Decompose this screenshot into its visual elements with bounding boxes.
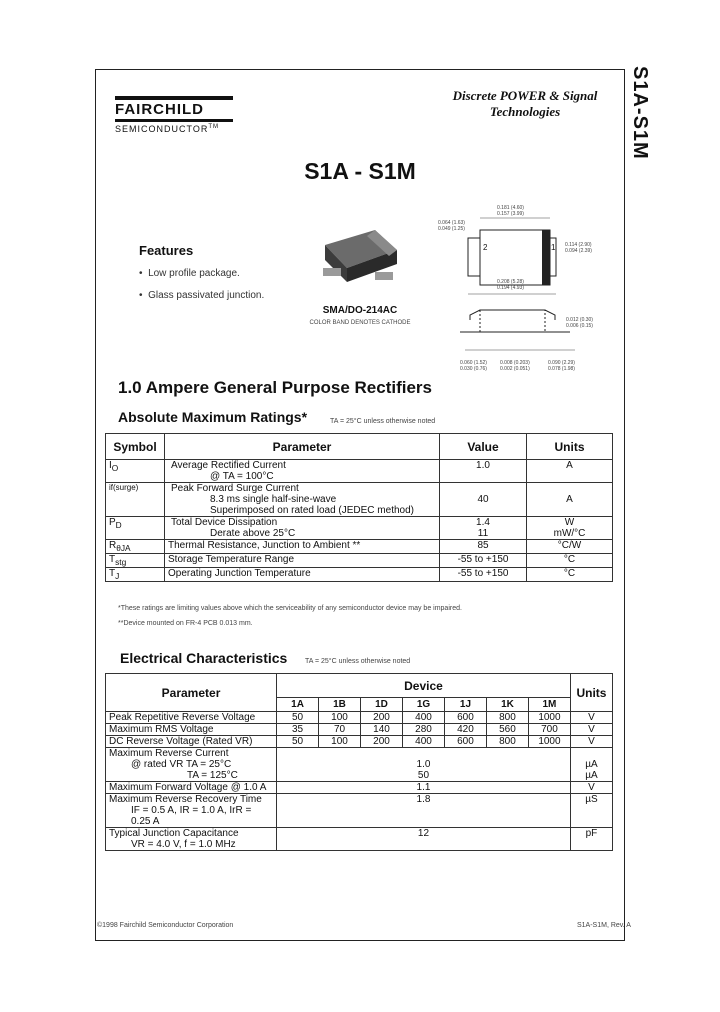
dim-value: 0.049 (1.25)	[438, 226, 465, 232]
units-cell: V	[570, 736, 612, 748]
dim-foot-mid	[500, 360, 530, 372]
value-cell: 12	[277, 828, 571, 851]
feature-text: Glass passivated junction.	[148, 290, 265, 301]
dim-value: 0.114 (2.90)	[565, 242, 592, 248]
value-cell: 1.1	[277, 782, 571, 794]
value-line: 50	[417, 770, 430, 781]
footnote-1: *These ratings are limiting values above which the serviceability of any semiconductor device may be impaired.	[118, 605, 462, 612]
param-cell: Storage Temperature Range	[165, 554, 440, 568]
table-header-row	[106, 674, 613, 698]
symbol-cell: $T_J$	[106, 568, 165, 582]
col-header-units: Units	[570, 674, 612, 712]
device-header: 1D	[361, 698, 403, 712]
dim-value: 0.157 (3.99)	[497, 211, 524, 217]
param-line: TA = 125°C	[187, 770, 238, 781]
col-header: Parameter	[165, 434, 440, 460]
value-cell: 100	[319, 736, 361, 748]
value-cell: 50	[277, 712, 319, 724]
table-row	[106, 517, 613, 540]
logo-name: FAIRCHILD	[115, 101, 204, 118]
table-row	[106, 554, 613, 568]
param-cell	[165, 517, 440, 540]
units-line: µA	[585, 770, 598, 781]
param-line: @ TA = 100°C	[210, 471, 274, 482]
tagline	[440, 88, 610, 120]
value-cell: 85	[440, 540, 527, 554]
units-line: W	[564, 517, 575, 528]
param-line: Typical Junction Capacitance	[109, 828, 239, 839]
col-header-parameter: Parameter	[106, 674, 277, 712]
units-cell: pF	[570, 828, 612, 851]
table-row	[106, 736, 613, 748]
tagline-line2: Technologies	[489, 104, 561, 119]
param-cell	[165, 483, 440, 517]
units-cell: A	[527, 460, 613, 483]
page-title: S1A - S1M	[304, 158, 416, 184]
col-header: Value	[440, 434, 527, 460]
units-cell	[527, 517, 613, 540]
tagline-line1: Discrete POWER & Signal	[452, 88, 598, 103]
dim-value: 0.181 (4.60)	[497, 205, 524, 211]
elec-title: Electrical Characteristics	[120, 650, 288, 666]
dim-value: 0.060 (1.52)	[460, 360, 487, 366]
units-line: mW/°C	[553, 528, 586, 539]
table-row	[106, 568, 613, 582]
value-cell	[440, 517, 527, 540]
device-header: 1G	[403, 698, 445, 712]
units-cell: °C	[527, 554, 613, 568]
symbol-cell: $I_O$	[106, 460, 165, 483]
table-row	[106, 483, 613, 517]
device-header: 1K	[486, 698, 528, 712]
param-line: Derate above 25°C	[210, 528, 296, 539]
dim-value: 0.008 (0.203)	[500, 360, 530, 366]
value-cell: 800	[486, 712, 528, 724]
dim-left	[438, 220, 465, 232]
package-image	[315, 220, 405, 300]
pin2-label: 2	[483, 243, 488, 252]
features-heading: Features	[139, 243, 194, 258]
feature-item: • Glass passivated junction.	[139, 290, 265, 301]
footer-revision: S1A-S1M, Rev. A	[577, 922, 631, 929]
dim-value: 0.094 (2.39)	[565, 248, 592, 254]
value-cell: 600	[444, 736, 486, 748]
param-line: IF = 0.5 A, IR = 1.0 A, IrR = 0.25 A	[131, 805, 252, 827]
table-row	[106, 794, 613, 828]
param-cell: Maximum RMS Voltage	[106, 724, 277, 736]
symbol-cell: if(surge)	[106, 483, 165, 517]
param-line: Maximum Reverse Recovery Time	[109, 794, 262, 805]
value-cell: 600	[444, 712, 486, 724]
abs-max-table	[105, 433, 613, 582]
units-cell: °C/W	[527, 540, 613, 554]
param-line: Average Rectified Current	[171, 460, 286, 471]
dim-value: 0.090 (2.29)	[548, 360, 575, 366]
dim-value: 0.078 (1.98)	[548, 366, 575, 372]
footer-copyright: ©1998 Fairchild Semiconductor Corporation	[97, 922, 234, 929]
abs-max-title: Absolute Maximum Ratings*	[118, 409, 308, 425]
elec-condition: TA = 25°C unless otherwise noted	[305, 658, 411, 665]
package-name: SMA/DO-214AC	[322, 305, 398, 316]
device-header: 1B	[319, 698, 361, 712]
value-cell: 1.8	[277, 794, 571, 828]
param-cell	[106, 794, 277, 828]
product-title: 1.0 Ampere General Purpose Rectifiers	[118, 378, 433, 397]
param-line: Peak Forward Surge Current	[171, 483, 299, 494]
feature-item: • Low profile package.	[139, 268, 240, 279]
abs-max-condition: TA = 25°C unless otherwise noted	[330, 418, 436, 425]
table-row	[106, 782, 613, 794]
units-cell: µS	[570, 794, 612, 828]
value-cell: 200	[361, 736, 403, 748]
units-cell: V	[570, 712, 612, 724]
value-cell: 560	[486, 724, 528, 736]
table-header-row	[106, 434, 613, 460]
dim-value: 0.194 (4.93)	[497, 285, 524, 291]
symbol-cell: $R_{\theta JA}$	[106, 540, 165, 554]
param-cell: Peak Repetitive Reverse Voltage	[106, 712, 277, 724]
value-cell: 40	[440, 483, 527, 517]
device-header: 1M	[528, 698, 570, 712]
param-cell	[106, 748, 277, 782]
value-cell: 400	[403, 712, 445, 724]
value-cell: 800	[486, 736, 528, 748]
dim-value: 0.030 (0.76)	[460, 366, 487, 372]
param-line: @ rated VR TA = 25°C	[131, 759, 232, 770]
logo-bar-bottom	[115, 119, 233, 122]
units-cell: V	[570, 782, 612, 794]
dim-foot-right	[548, 360, 575, 372]
value-cell: 1000	[528, 712, 570, 724]
dim-value: 0.002 (0.051)	[500, 366, 530, 372]
logo-tm: TM	[208, 124, 220, 130]
value-cell: 1000	[528, 736, 570, 748]
dim-right	[565, 242, 592, 254]
value-cell	[277, 748, 571, 782]
param-cell: Thermal Resistance, Junction to Ambient **	[165, 540, 440, 554]
param-line: VR = 4.0 V, f = 1.0 MHz	[131, 839, 236, 850]
param-cell	[106, 828, 277, 851]
table-row	[106, 712, 613, 724]
value-cell: 100	[319, 712, 361, 724]
units-cell: V	[570, 724, 612, 736]
value-cell: 50	[277, 736, 319, 748]
value-cell: 1.0	[440, 460, 527, 483]
value-line: 1.0	[416, 759, 431, 770]
feature-text: Low profile package.	[148, 268, 240, 279]
pin1-label: 1	[551, 243, 556, 252]
value-cell: -55 to +150	[440, 568, 527, 582]
param-cell: Operating Junction Temperature	[165, 568, 440, 582]
dim-value: 0.012 (0.30)	[566, 317, 593, 323]
symbol-cell: $T_{stg}$	[106, 554, 165, 568]
dim-top	[497, 205, 524, 217]
symbol-cell: $P_D$	[106, 517, 165, 540]
param-cell: Maximum Forward Voltage @ 1.0 A	[106, 782, 277, 794]
value-cell: -55 to +150	[440, 554, 527, 568]
col-header: Symbol	[106, 434, 165, 460]
side-title: S1A-S1M	[629, 66, 651, 160]
device-header: 1J	[444, 698, 486, 712]
param-cell: DC Reverse Voltage (Rated VR)	[106, 736, 277, 748]
table-row	[106, 748, 613, 782]
logo-bar-top	[115, 96, 233, 100]
dim-value: 0.208 (5.28)	[497, 279, 524, 285]
dim-value: 0.006 (0.15)	[566, 323, 593, 329]
col-header-device: Device	[277, 674, 571, 698]
value-cell: 200	[361, 712, 403, 724]
units-cell: A	[527, 483, 613, 517]
dim-bottom	[497, 279, 524, 291]
table-row	[106, 460, 613, 483]
table-row	[106, 540, 613, 554]
value-cell: 140	[361, 724, 403, 736]
value-line: 11	[477, 528, 489, 539]
table-row	[106, 724, 613, 736]
param-line: Maximum Reverse Current	[109, 748, 229, 759]
param-line: Total Device Dissipation	[171, 517, 278, 528]
value-cell: 420	[444, 724, 486, 736]
package-dimension-drawing	[430, 210, 610, 375]
fairchild-logo	[115, 96, 233, 134]
table-row	[106, 828, 613, 851]
value-cell: 280	[403, 724, 445, 736]
device-header: 1A	[277, 698, 319, 712]
param-line: Superimposed on rated load (JEDEC method)	[210, 505, 414, 516]
param-line: 8.3 ms single half-sine-wave	[210, 494, 337, 505]
value-cell: 700	[528, 724, 570, 736]
footnote-2: **Device mounted on FR-4 PCB 0.013 mm.	[118, 620, 253, 627]
units-cell	[570, 748, 612, 782]
param-cell	[165, 460, 440, 483]
logo-sub	[115, 124, 233, 134]
package-note: COLOR BAND DENOTES CATHODE	[309, 320, 411, 326]
dim-value: 0.064 (1.63)	[438, 220, 465, 226]
units-cell: °C	[527, 568, 613, 582]
value-cell: 70	[319, 724, 361, 736]
col-header: Units	[527, 434, 613, 460]
value-line: 1.4	[476, 517, 490, 528]
value-cell: 400	[403, 736, 445, 748]
logo-sub-text: SEMICONDUCTOR	[115, 124, 209, 134]
dim-side	[566, 317, 593, 329]
value-cell: 35	[277, 724, 319, 736]
dim-foot-left	[460, 360, 487, 372]
elec-table	[105, 673, 613, 851]
units-line: µA	[585, 759, 598, 770]
